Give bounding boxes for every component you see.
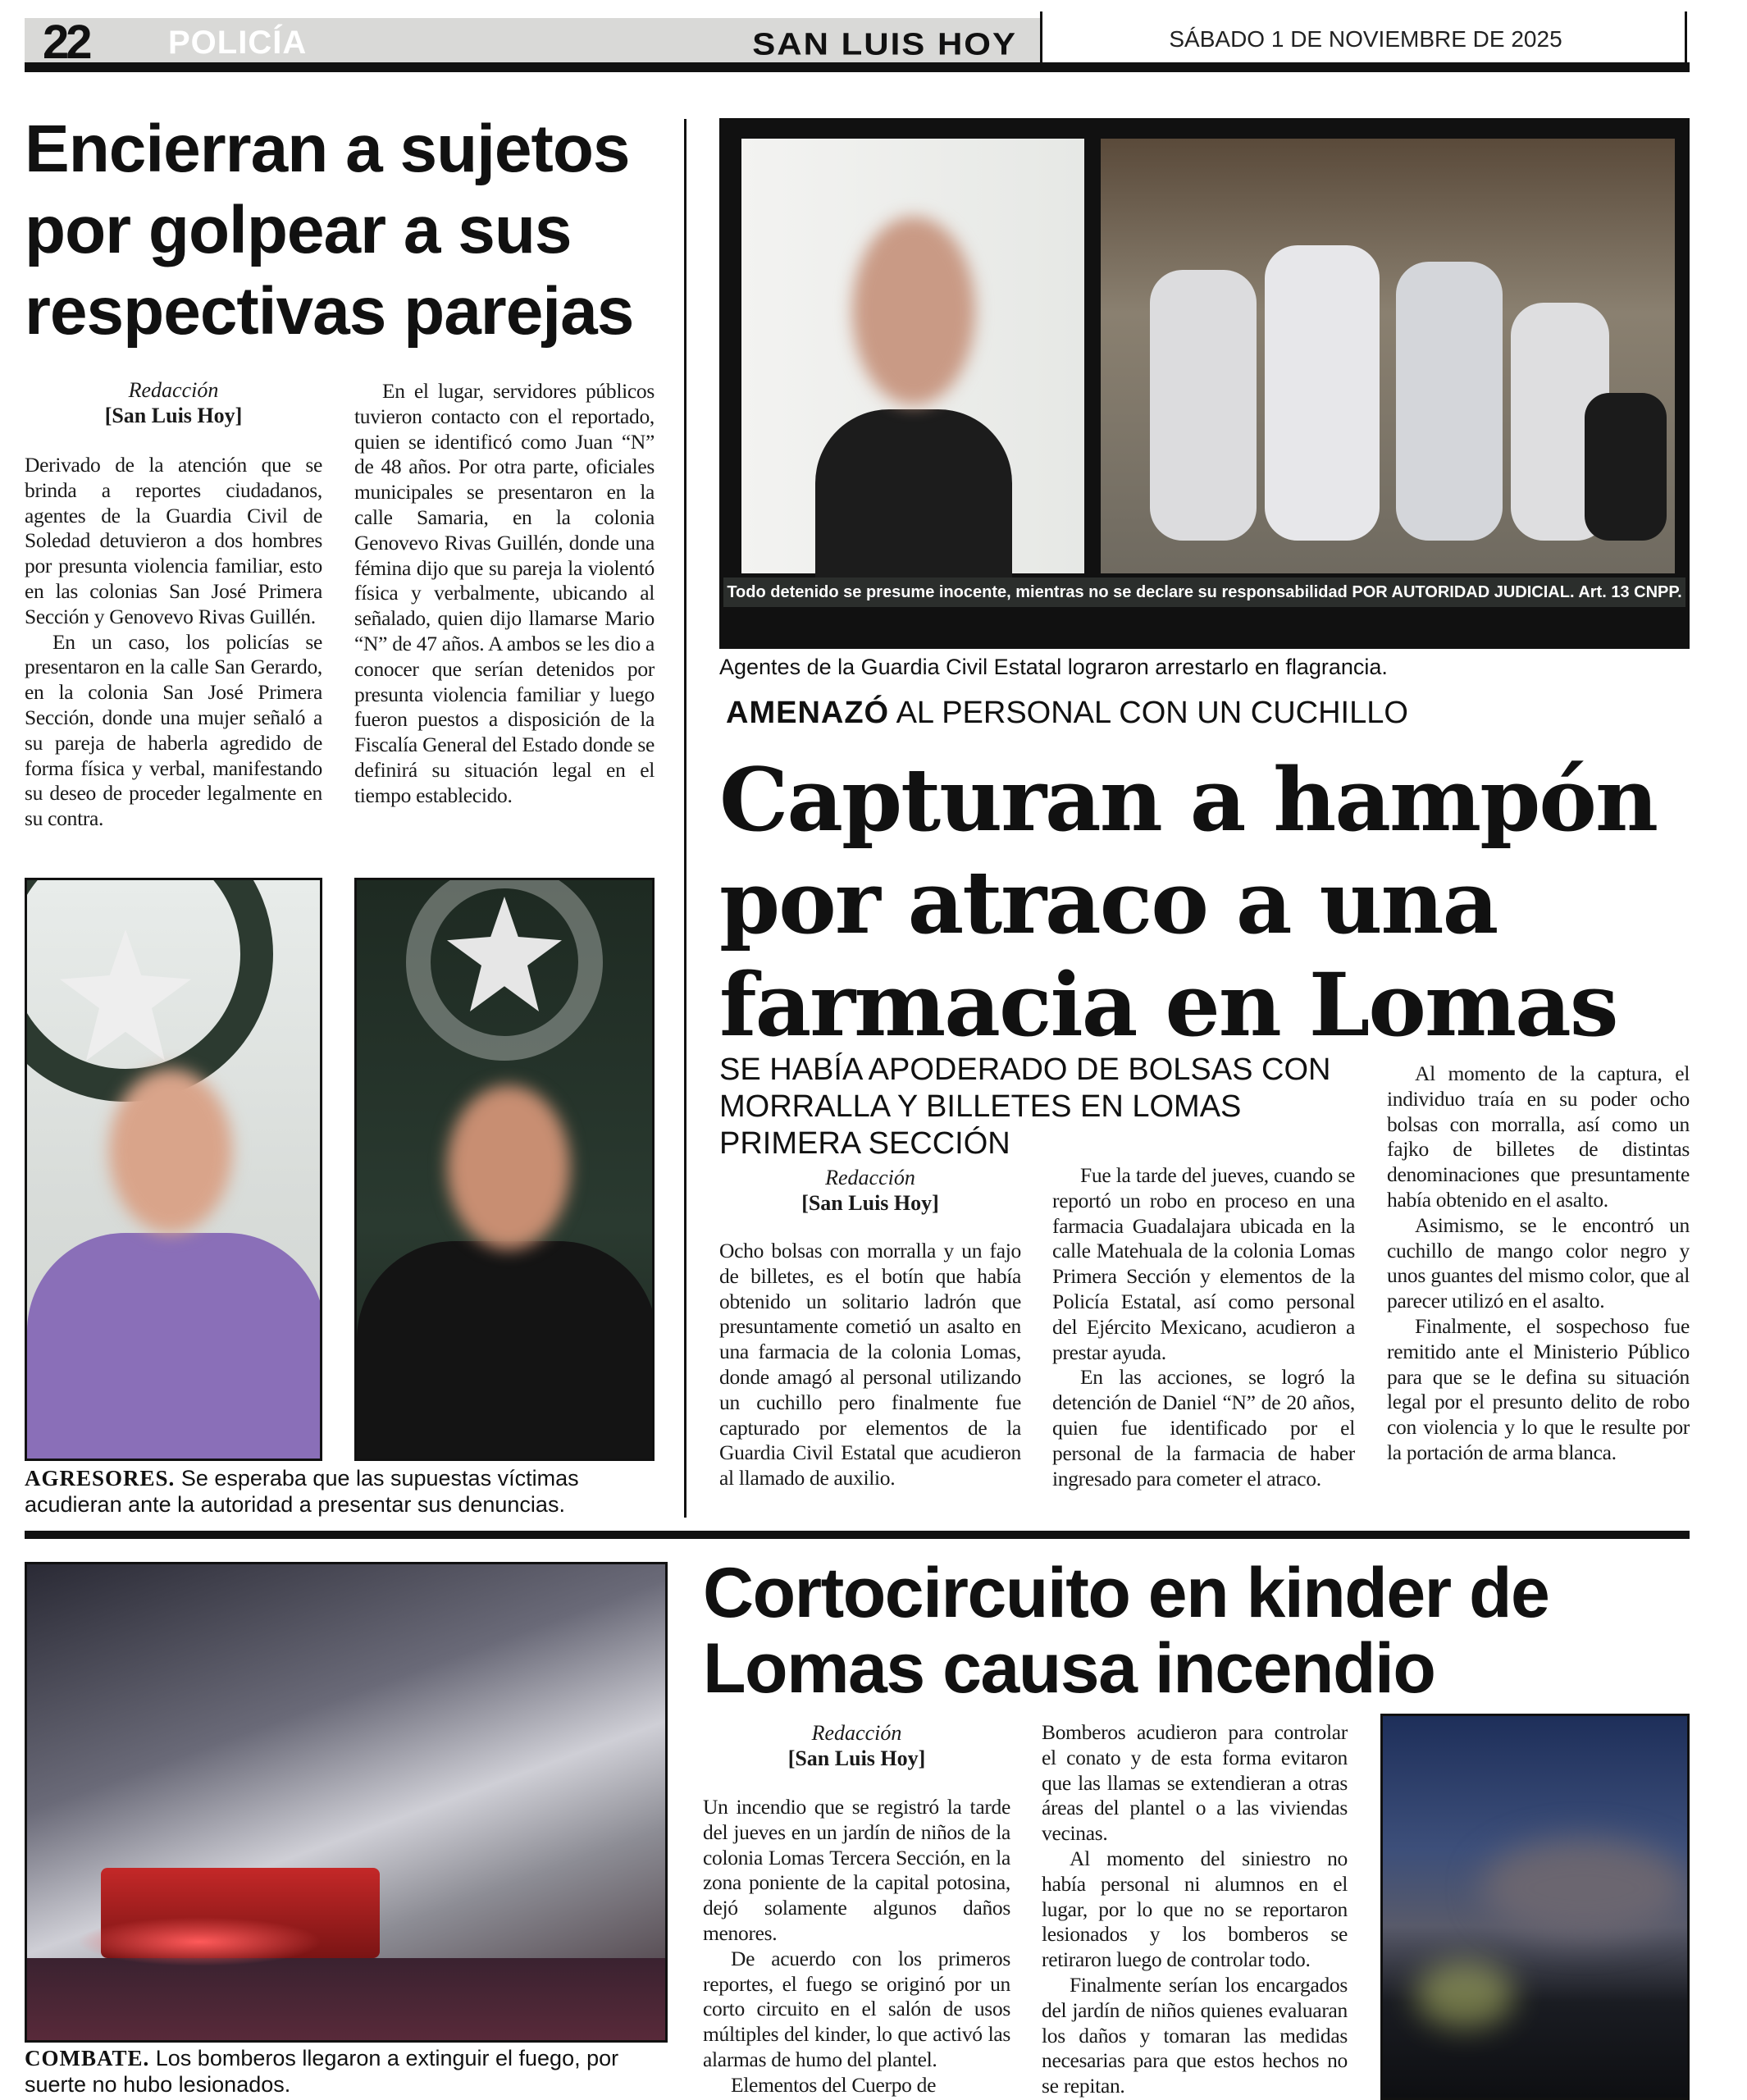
paragraph: En las acciones, se logró la detención de Daniel “N” de 20 años, quien fue identificado por el personal de la farmacia de haber ingresado para cometer el atraco.: [1052, 1365, 1355, 1491]
paragraph: En un caso, los policías se presentaron en la calle San Gerardo, en la colonia San José Primera Sección, donde una mujer señaló a su pareja de haberla agredido de forma física y verbal, manifestando su deseo de proceder legalmente en su contra.: [25, 629, 322, 831]
byline-outlet: [San Luis Hoy]: [787, 1746, 926, 1770]
article1-column-2: [354, 379, 655, 809]
header-divider: [1040, 11, 1042, 66]
fire-scene-photo: [25, 1562, 668, 2043]
page-number: 22: [43, 16, 89, 69]
paragraph: Bomberos acudieron para controlar el conato y de esta forma evitaron que las llamas se extendieran a otras áreas del plantel o a las viviendas vecinas.: [1042, 1720, 1348, 1846]
paragraph: Al momento del siniestro no había personal ni alumnos en el lugar, por lo que no se reportaron lesionados y los bomberos se retiraron luego de controlar todo.: [1042, 1846, 1348, 1972]
section-name: POLICÍA: [168, 25, 308, 61]
issue-date: SÁBADO 1 DE NOVIEMBRE DE 2025: [1169, 26, 1562, 52]
article2-subhead: SE HABÍA APODERADO DE BOLSAS CON MORRALLA Y BILLETES EN LOMAS PRIMERA SECCIÓN: [719, 1052, 1331, 1161]
caption-lead: AGRESORES.: [25, 1466, 176, 1491]
byline-outlet: [San Luis Hoy]: [104, 404, 243, 427]
presumption-banner: Todo detenido se presume inocente, mientras no se declare su responsabilidad POR AUTORIDAD JUDICIAL. Art. 13 CNPP.: [723, 578, 1685, 607]
byline-author: Redacción: [128, 378, 219, 402]
paragraph: Ocho bolsas con morralla y un fajo de billetes, es el botín que había obtenido un solitario ladrón que presuntamente cometió un asalto en una farmacia de la colonia Lomas, donde amagó al personal utilizando un cuchillo pero finalmente fue capturado por elementos de la Guardia Civil Estatal que acudieron al llamado de auxilio.: [719, 1239, 1021, 1491]
suspect-photo-1: [25, 878, 322, 1461]
caption-lead: COMBATE.: [25, 2046, 150, 2070]
paragraph: Elementos del Cuerpo de: [731, 2072, 937, 2097]
paragraph: Fue la tarde del jueves, cuando se reportó un robo en proceso en una farmacia Guadalajara ubicada en la calle Matehuala de la colonia Lomas Primera Sección y elementos de la Policía Estatal, así como personal del Ejército Mexicano, acudieron a prestar ayuda.: [1052, 1163, 1355, 1364]
paragraph: Derivado de la atención que se brinda a reportes ciudadanos, agentes de la Guardia Civil de Soledad detuvieron a dos hombres por presunta violencia familiar, esto en las colonias San José Primera Sección y Genovevo Rivas Guillén.: [25, 453, 322, 628]
suspect-photo-2: [354, 878, 655, 1461]
article2-column-1: [719, 1239, 1021, 1491]
article1-photo-caption: [25, 1465, 655, 1518]
newspaper-brand: SAN LUIS HOY: [752, 26, 1017, 62]
article3-byline: [703, 1720, 1010, 1771]
paragraph: Un incendio que se registró la tarde del jueves en un jardín de niños de la colonia Lomas Tercera Sección, en la zona poniente de la capital potosina, dejó solamente algunos daños menores.: [703, 1795, 1010, 1945]
kicker-rest: AL PERSONAL CON UN CUCHILLO: [889, 696, 1408, 730]
article2-column-2: [1052, 1163, 1355, 1491]
smoke-photo: [1380, 1714, 1690, 2100]
shirt: [27, 1233, 322, 1461]
article3-photo-caption: [25, 2045, 668, 2098]
article1-column-1: [25, 453, 322, 832]
article1-byline: [25, 377, 322, 428]
header-rule: [25, 62, 1690, 72]
seized-items: [1101, 139, 1675, 573]
paragraph: Finalmente, el sospechoso fue remitido ante el Ministerio Público para que se le defina su situación legal por el presunto delito de robo con violencia y lo que le resulte por la portación de arma blanca.: [1387, 1313, 1690, 1464]
kicker-bold: AMENAZÓ: [726, 696, 890, 730]
byline-author: Redacción: [811, 1721, 902, 1745]
paragraph: Finalmente serían los encargados del jardín de niños quienes evaluaran los daños y tomaran las medidas necesarias para que estos hechos no se repitan.: [1042, 1972, 1348, 2098]
column-divider: [684, 119, 686, 1518]
shirt: [357, 1241, 655, 1461]
paragraph: Al momento de la captura, el individuo traía en su poder ocho bolsas con morralla, así como un fajko de billetes de distintas denominaciones que presuntamente había obtenido en el asalto.: [1387, 1061, 1690, 1212]
article2-column-3: [1387, 1061, 1690, 1466]
caption-text: Los bomberos llegaron a extinguir el fuego, por suerte no hubo lesionados.: [25, 2046, 619, 2097]
byline-author: Redacción: [825, 1166, 915, 1189]
arrest-photo: [719, 118, 1690, 649]
suspect-backdrop: [741, 139, 1084, 573]
article2-kicker: [726, 696, 1408, 731]
section-rule: [25, 1531, 1690, 1539]
article3-column-2: [1042, 1720, 1348, 2099]
caption-text: Se esperaba que las supuestas víctimas acudieran ante la autoridad a presentar sus denuncias.: [25, 1466, 579, 1517]
paragraph: De acuerdo con los primeros reportes, el fuego se originó por un corto circuito en el salón de usos múltiples del kinder, lo que activó las alarmas de humo del plantel.: [703, 1946, 1010, 2071]
byline-outlet: [San Luis Hoy]: [801, 1191, 939, 1215]
article3-column-1: [703, 1795, 1010, 2098]
article2-byline: [719, 1165, 1021, 1216]
paragraph: Asimismo, se le encontró un cuchillo de mango color negro y unos guantes del mismo color, que al parecer utilizó en el asalto.: [1387, 1212, 1690, 1313]
paragraph: En el lugar, servidores públicos tuvieron contacto con el reportado, quien se identificó como Juan “N” de 48 años. Por otra parte, oficiales municipales se presentaron en la calle Samaria, en la colonia Genovevo Rivas Guillén, donde una fémina dijo que su pareja la violentó física y verbalmente, ubicando al señalado, quien dijo llamarse Mario “N” de 47 años. A ambos se les dio a conocer que serían detenidos por presunta violencia familiar y luego fueron puestos a disposición de la Fiscalía General del Estado donde se definirá su situación legal en el tiempo establecido.: [354, 379, 655, 807]
article1-headline: Encierran a sujetos por golpear a sus respectivas parejas: [25, 112, 634, 349]
article3-headline: Cortocircuito en kinder de Lomas causa incendio: [703, 1554, 1549, 1708]
article2-headline: Capturan a hampón por atraco a una farmacia en Lomas: [719, 748, 1658, 1056]
article2-photo-caption: Agentes de la Guardia Civil Estatal lograron arrestarlo en flagrancia.: [719, 655, 1388, 679]
